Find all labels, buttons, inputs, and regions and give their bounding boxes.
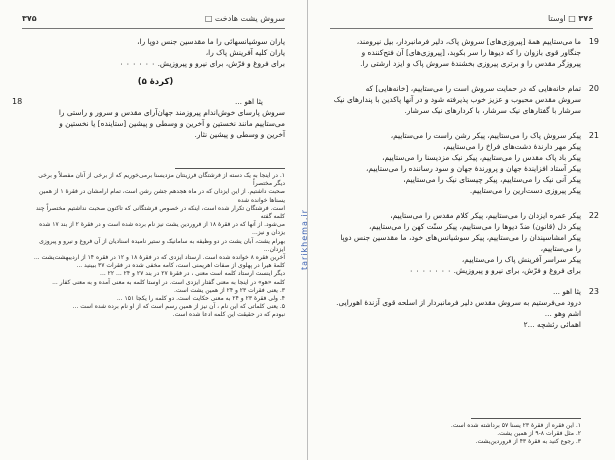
text-line: پیکر سروش پاک را می‌ستاییم، پیکر رشن راست را می‌ستاییم، [390,131,581,140]
footnote-line: آخرین فقره ۸ خوانده شده است. ارستاد ایزدی که در فقرهٔ ۱۸ و ۱۲ در فقره ۱۴ از اردیبهشت‌یشت ... [33,254,285,262]
footnote-line: ۳. یعنی فقرات ۲۳ و ۲۴ از همین یشت است. [173,286,285,294]
verse-number: 22 [588,211,599,220]
footnote-line: ۵. یعنی کلماتی که این نام ، آن نیز از همین رسم است که از او نام برده شده است ... [72,303,285,311]
footnote-rule [471,418,581,419]
text-line: درود می‌فرستیم به سروش مقدس دلیر فرمانبردار از اسلحه قوی آزندهٔ اهورایی. [336,298,581,307]
text-line: می‌ستاییم مانند نخستین و آخرین و وسطی و پیشین [ستاینده] یا نخستین و [59,119,285,128]
left-page-number: ۳۷۵ [22,14,37,23]
text-line: برای فروغ و فرّش، برای نیرو و پیروزیش. ۰ ۰ ۰ ۰ ۰ ۰ [119,59,285,68]
header-square-symbol: □ [568,14,576,23]
verse-23 [326,286,599,330]
footnote-line: ۱. در اینجا به یک دسته از فرشتگان فرزینتان مزدیسنا برمی‌خوریم که از برخی از آنان مفصلاً و برخی دیگر مختصراً [38,172,285,188]
footnote-line: است. فرشتگان تکرار شده است، اینکه در خصوص فرشتگانی که تاکنون صحبت نداشتیم مختصراً چند کلمه گفته [35,204,285,221]
footnote-rule [175,168,285,169]
text-line: برای فروغ و فرّش، برای نیرو و پیروزیش. ۰ ۰ ۰ ۰ ۰ ۰ ۰ [409,266,581,275]
text-line: یاران سوشیانسهائی را ما مقدسین جنس دوپا را، [137,37,285,46]
verse-18 [12,96,285,140]
text-line: را می‌ستاییم، [540,244,581,253]
right-footnotes [326,418,581,447]
left-footnotes [26,168,285,320]
left-page-header [22,14,285,26]
footnote-line: بهرام یشت، آبان یشت در دو وظیفه به سامانیک و ستیر نامیده اسنادیان از آن فروغ و نیرو و پیروزی ایزدان... [39,237,285,253]
footnote-line: کلمه «هو» در اینجا به معنی گفتار ایزدی است. در اوستا کلمه به معنی آمده و به معنی کفار ... [52,278,285,286]
header-square-symbol: □ [204,14,213,23]
verse-22 [326,210,599,276]
top-lines [26,36,285,69]
footnote-line: می‌شود. از آنها که در فقرهٔ ۱۸ از فروردین یشت نیز نام برده شده است و در فقرهٔ ۲ از بند ۱۷ شده یزدان و نیز... [39,221,285,237]
verse-number: 21 [588,131,599,140]
left-body [12,36,285,148]
footnote-line: کلمهٔ هیرا در پهلوی از صفات اهریمنی است، کامه مخفی شده ‌در فقرات ۳۷ ببینید ... [76,262,285,270]
text-line: پیکر باد پاک مقدس را می‌ستاییم، پیکر نیک مزدیسنا را می‌ستاییم، [382,153,581,162]
text-line: پیکر پیروزی دست‌ارین را می‌ستاییم. [469,186,581,195]
footnote-line: صحبت داشتیم. از این ایزدان که در ماه هجدهم جشن رشن است، تمام ارامشان در فقرهٔ ۱ از همین یسنا‌ها خوانده شده [38,188,285,204]
header-rule [330,28,593,29]
footnote-line: نبودم که در حقیقت این کلمه ادعا شده است. [172,311,285,319]
text-line: پیکر مهر دارندهٔ دشت‌های فراخ را می‌ستاییم، [443,142,581,151]
footnote-line: ۳. رجوع کنید به فقرهٔ ۴۳ از فروردین‌یشت. [475,438,581,446]
header-title-text: سروش یشت هادخت [214,14,285,23]
verse-number: 18 [12,97,23,106]
text-line: پیکر عمره ایزدان را می‌ستاییم، پیکر کلام مقدس را می‌ستاییم، [390,211,581,220]
text-line: پیکر امشاسپندان را می‌ستاییم، پیکر سوشیانس‌های خود، ما مقدسین جنس دوپا [340,233,581,242]
right-page-header [330,14,593,26]
text-line: سروش پارسای خوش‌اندام پیروزمند جهان‌آرای مقدس و سرور و راستی را [58,108,285,117]
text-line: پیروزگر مقدس را و برتری پیروزی بخشندهٔ سروش پاک و ایزد ارشتی را. [360,59,581,68]
text-line: ما می‌ستاییم همهٔ [پیروزی‌های] سروش پاک، دلیر فرمانبردار، بیل نیرومند، [356,37,581,46]
right-body [326,36,599,338]
right-page [308,0,615,460]
text-line: سروش مقدس محبوب و عزیز خوب پذیرفته شود و در آنها پاکدین با پندارهای نیک [333,95,581,104]
verse-number: 19 [588,37,599,46]
text-line: یاران کلیه آفرینش پاک را، [205,48,285,57]
text-line: پیکر سراسر آفرینش پاک را می‌ستاییم، [461,255,581,264]
right-page-number [548,14,593,26]
footnote-line: ۲. مثل فقرات ۸-۹ از همین یشت. [497,430,581,438]
watermark-text: tarikhema.ir [300,209,309,270]
verse-19 [326,36,599,69]
verse-number: 20 [588,84,599,93]
left-header-title [205,14,285,26]
header-title-text: اوستا [548,14,566,23]
text-line: پیکر آنی نیک را می‌ستاییم، پیکر چیستای نیک را می‌ستاییم، [403,175,581,184]
text-line: اهمائی رئشچه ...۲ [523,320,581,329]
text-line: پیکر دل (قانون) ضدّ دیوها را می‌ستاییم، پیکر سنّت کهن را می‌ستاییم، [369,222,581,231]
text-line: یثا اهو ... [234,97,263,106]
text-line: یثا اهو ... [552,287,581,296]
footnote-line: دیگر اینست ارستاد کلمه است معنی ، در فقرهٔ ۲۷ در بند ۲۷ و ۲۴ ... ۲۲ ... [100,270,285,278]
verse-20 [326,83,599,116]
text-line: تمام خانه‌هایی که در حمایت سروش است را می‌ستاییم، [خانه‌هایی] که [365,84,581,93]
text-line: آخرین و وسطی و پیشین نثار. [194,130,285,139]
footnote-line: ۴. ولی فقرهٔ ۲۳ و ۲۴ به معنی حکایت است. دو کلمه را یکجا ۱۵۱ ... [116,295,285,303]
text-line: سرشار با گفتارهای نیک سرشار، با کردارهای نیک سرشار. [404,106,581,115]
text-line: پیکر آستاد افزایندهٔ جهان و پرورندهٔ جهان و سود رساننده را می‌ستاییم، [366,164,581,173]
verse-number: 23 [588,287,599,296]
verse-21 [326,130,599,196]
footnote-line: ۱. این فقره از فقرهٔ ۲۳ یسنا ۵۷ برداشته شده است. [450,422,581,429]
section-title: (کردهٔ ۵) [137,77,174,87]
header-rule [22,28,285,29]
text-line: جنگاور قوی بازوان را که دیوها را سر بکوبد، [پیروزی‌های] آن فتح‌کننده و [361,48,581,57]
text-line: اشم وهو ... [544,309,581,318]
page-number-text: ۳۷۶ [578,14,593,23]
